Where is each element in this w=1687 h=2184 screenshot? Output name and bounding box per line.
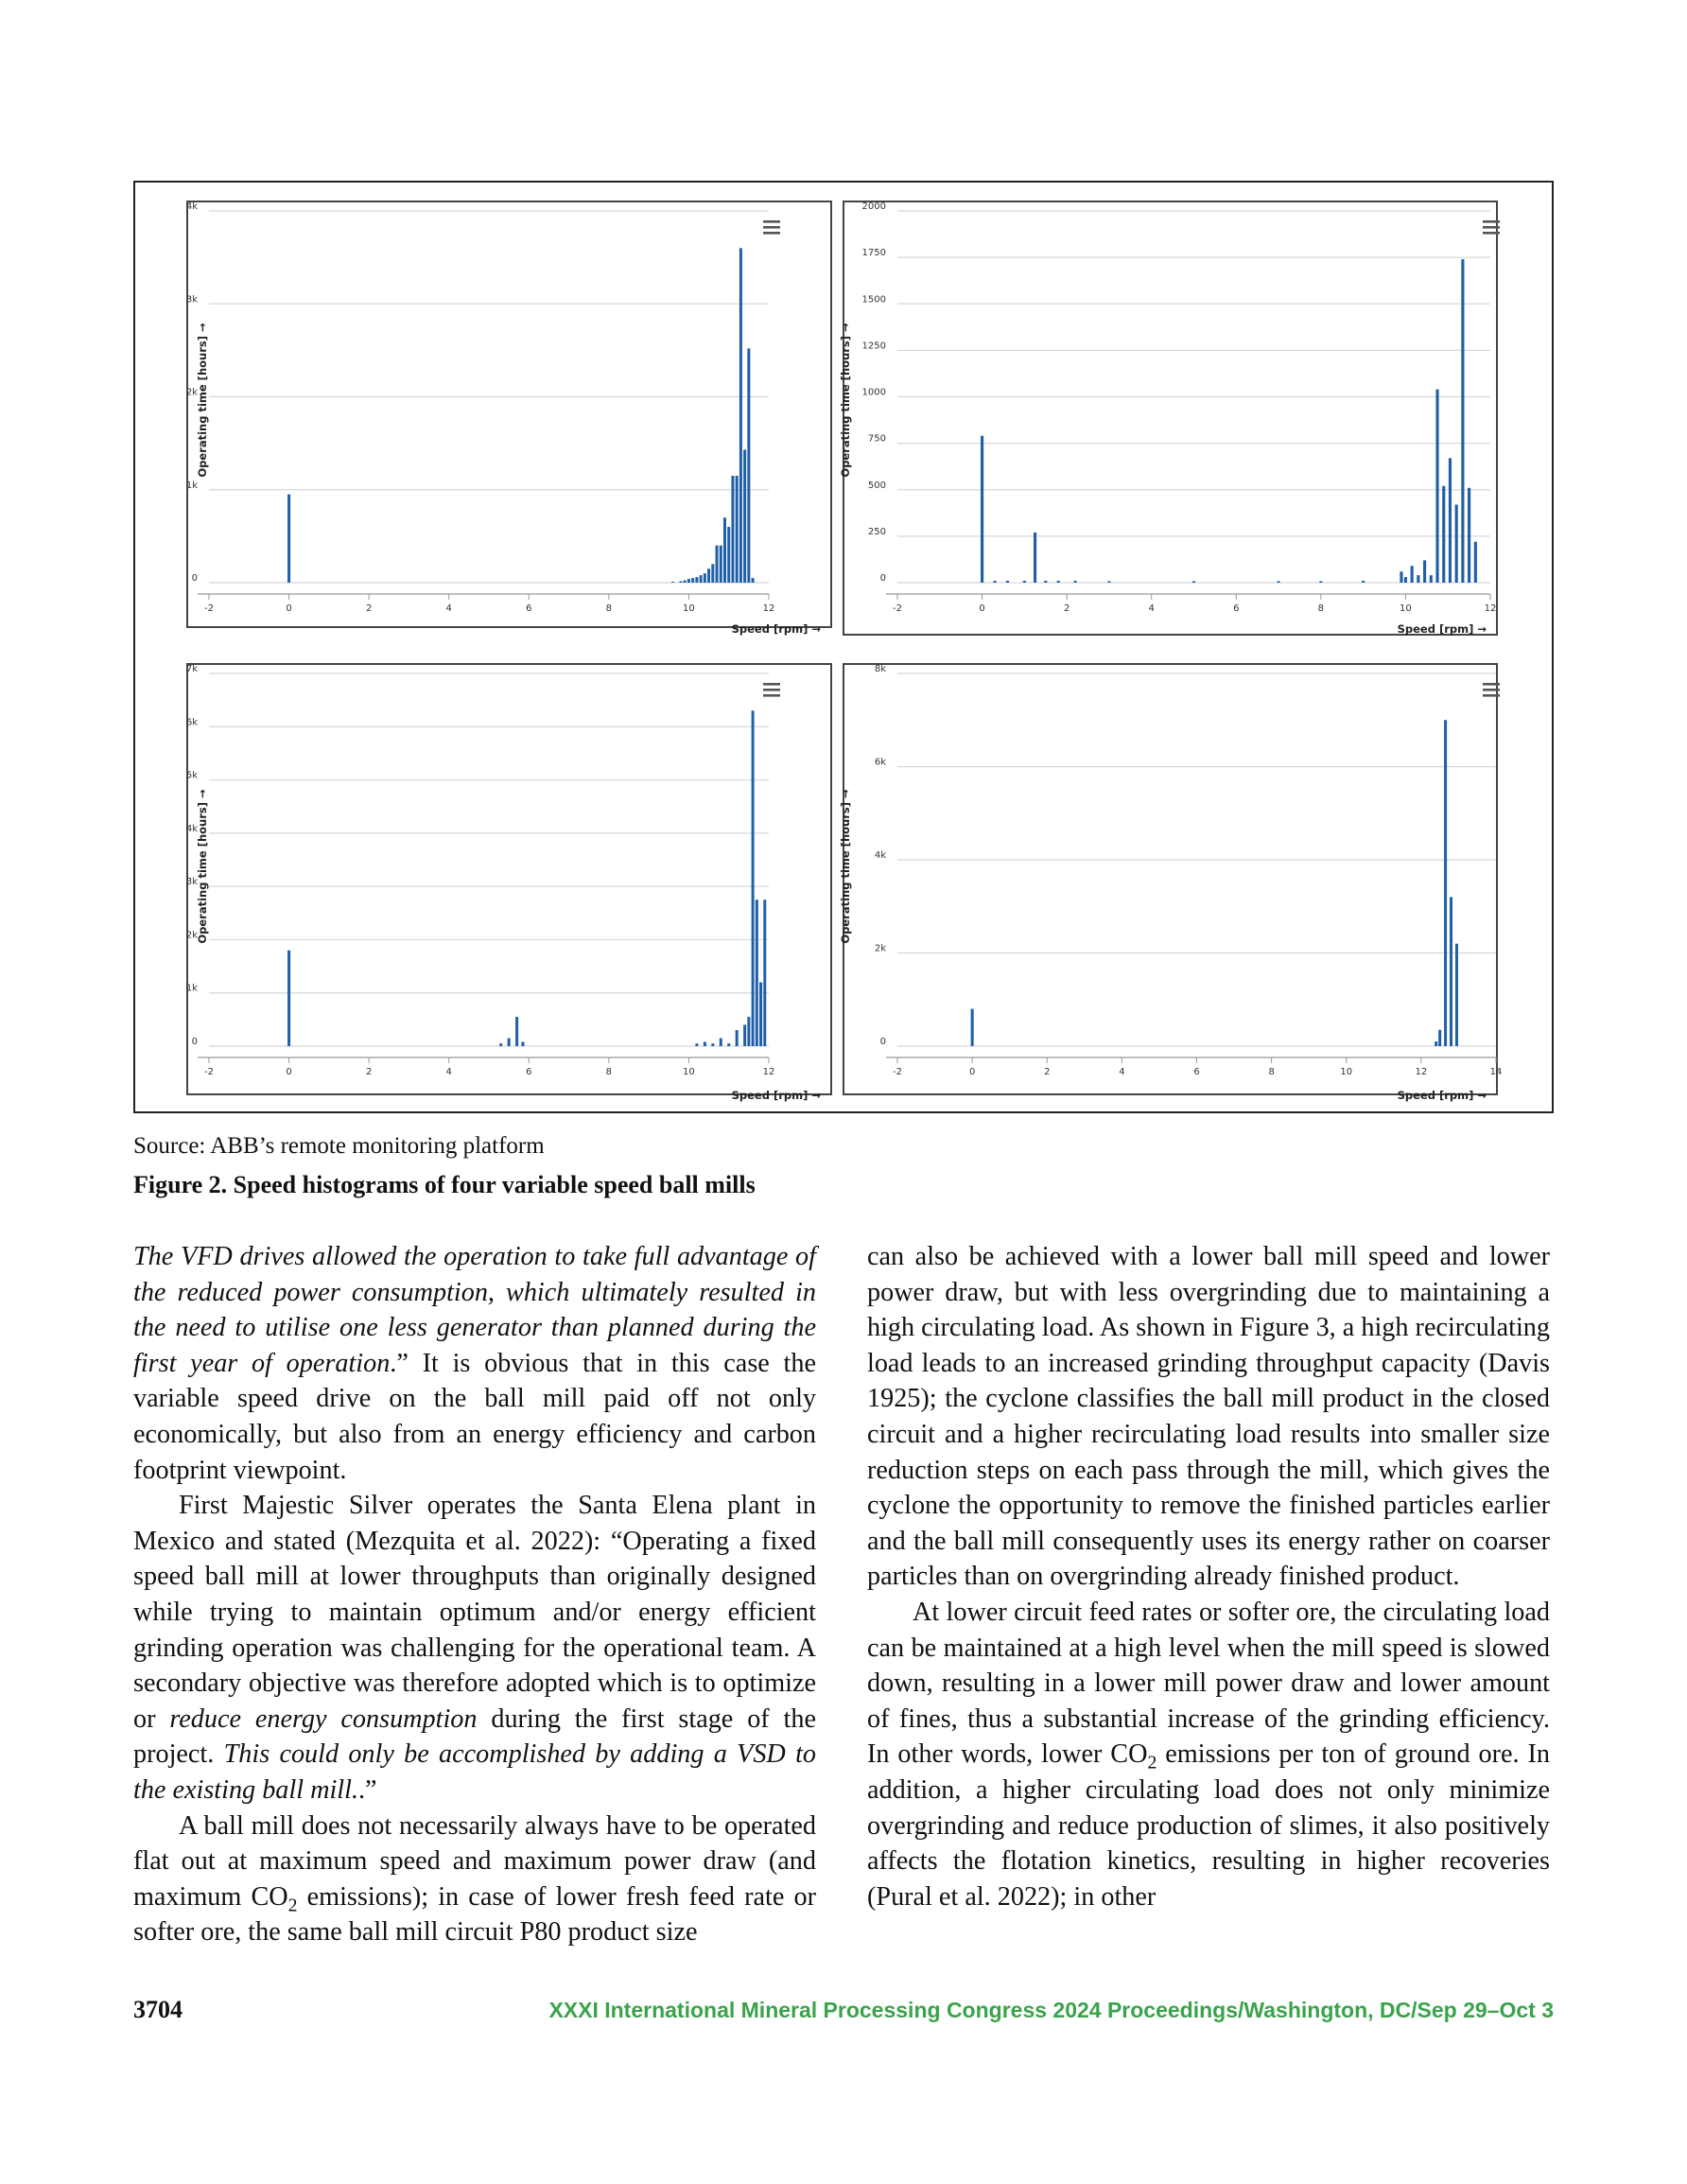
y-axis-label: Operating time [hours] →: [839, 789, 852, 944]
histogram-bar: [971, 1009, 974, 1046]
histogram-bar: [720, 546, 722, 583]
histogram-bar: [521, 1041, 524, 1046]
histogram-bar: [1057, 581, 1060, 583]
y-tick-label: 5k: [185, 770, 198, 781]
histogram-bar: [1461, 259, 1464, 583]
x-tick-label: 4: [1148, 603, 1155, 614]
histogram-panel: [839, 664, 1502, 1102]
histogram-bar: [759, 982, 762, 1046]
x-tick-label: 10: [1340, 1067, 1353, 1077]
histogram-bar: [716, 546, 719, 583]
text-run: .”: [358, 1774, 377, 1805]
x-axis-label: Speed [rpm] →: [1397, 622, 1487, 636]
histogram-bar: [1435, 1041, 1437, 1046]
histogram-bar: [739, 248, 742, 583]
x-tick-label: 6: [526, 1067, 532, 1077]
menu-line: [1483, 226, 1500, 229]
y-tick-label: 7k: [185, 664, 198, 674]
y-tick-label: 750: [867, 433, 886, 445]
y-tick-label: 0: [191, 1037, 198, 1047]
y-axis-label: Operating time [hours] →: [196, 323, 209, 478]
histogram-bar: [747, 348, 750, 583]
menu-line: [763, 694, 780, 697]
x-tick-label: 2: [365, 603, 373, 614]
histogram-bar: [679, 582, 682, 583]
y-tick-label: 3k: [185, 294, 198, 306]
x-tick-label: 8: [1268, 1067, 1275, 1077]
x-tick-label: 8: [605, 603, 613, 614]
histogram-bar: [993, 581, 996, 583]
y-tick-label: 8k: [874, 664, 886, 674]
histogram-bar: [1192, 581, 1195, 583]
menu-line: [1483, 683, 1500, 686]
text-run: can also be achieved with a lower ball mill speed and lower power draw, but with less overgrinding due to maintaining a high circulating load. As shown in Figure 3, a high recirculating load leads to an increased grinding throughput capacity (Davis 1925); the cyclone classifies the ball mill product in the closed circuit and a higher recirculating load results into smaller size reduction steps on each pass through the mill, which gives the cyclone the opportunity to remove the finished particles earlier and the ball mill consequently uses its energy rather on coarser particles than on overgrinding already finished product.: [867, 1242, 1550, 1592]
x-tick-label: -2: [204, 1067, 214, 1077]
panel-border: [187, 664, 831, 1094]
x-tick-label: 10: [1400, 603, 1412, 614]
histogram-bar: [508, 1039, 511, 1046]
text-run: The VFD drives allowed the operation to take full advantage of the reduced power consumption, which ultimately resulted in the need to utilise one less generator than planned during the first year of operation: [133, 1242, 816, 1378]
text-run: reduce energy consumption: [169, 1704, 478, 1734]
histogram-bar: [1423, 560, 1426, 583]
y-tick-label: 6k: [185, 717, 198, 728]
histogram-bar: [1006, 581, 1009, 583]
x-tick-label: -2: [893, 1067, 902, 1077]
x-tick-label: 12: [762, 603, 775, 614]
x-tick-label: -2: [893, 603, 902, 614]
panel-border: [187, 201, 831, 627]
histogram-bar: [1417, 575, 1419, 583]
page-footer: [133, 1996, 1554, 2034]
histogram-bar: [752, 710, 755, 1046]
histogram-bar: [684, 581, 687, 583]
paragraph: [133, 1488, 816, 1808]
histogram-bar: [671, 582, 674, 583]
x-tick-label: 12: [762, 1067, 775, 1077]
histogram-bar: [727, 527, 730, 583]
speed-histogram-grid: [135, 183, 1552, 1111]
menu-line: [1483, 694, 1500, 697]
histogram-bar: [1468, 488, 1470, 583]
text-run: 2: [1147, 1752, 1157, 1773]
text-run: .” It is obvious that in this case the variable speed drive on the ball mill paid off not only economically, but also from an energy efficiency and carbon footprint viewpoint.: [133, 1348, 816, 1485]
menu-line: [763, 220, 780, 223]
figure-caption: Figure 2. Speed histograms of four variable speed ball mills: [133, 1171, 756, 1198]
x-tick-label: 2: [1044, 1067, 1051, 1077]
histogram-bar: [1438, 1030, 1441, 1046]
x-tick-label: 8: [1317, 603, 1325, 614]
histogram-bar: [981, 436, 983, 583]
figure-source: Source: ABB’s remote monitoring platform: [133, 1133, 545, 1159]
histogram-bar: [700, 575, 703, 583]
y-tick-label: 1250: [861, 341, 886, 352]
menu-line: [1483, 689, 1500, 691]
y-tick-label: 0: [879, 573, 886, 584]
histogram-bar: [727, 1043, 730, 1046]
histogram-bar: [1034, 533, 1036, 583]
hamburger-menu-icon[interactable]: [763, 683, 780, 697]
y-tick-label: 1000: [861, 387, 886, 398]
y-tick-label: 2k: [185, 387, 198, 398]
histogram-bar: [1450, 897, 1452, 1046]
x-axis-label: Speed [rpm] →: [731, 622, 821, 636]
histogram-bar: [763, 900, 766, 1046]
histogram-bar: [720, 1039, 722, 1046]
histogram-bar: [1449, 458, 1452, 583]
text-run: A ball mill does not necessarily always have to be operated flat out at maximum speed and maximum power draw (and maximum CO: [133, 1810, 816, 1912]
x-tick-label: 0: [968, 1067, 976, 1077]
histogram-bar: [1107, 581, 1110, 583]
x-tick-label: 12: [1415, 1067, 1428, 1077]
y-tick-label: 6k: [874, 757, 886, 768]
paragraph: [867, 1595, 1550, 1914]
hamburger-menu-icon[interactable]: [763, 220, 780, 235]
x-tick-label: 8: [605, 1067, 613, 1077]
x-tick-label: 4: [445, 1067, 452, 1077]
x-tick-label: 2: [365, 1067, 373, 1077]
histogram-bar: [695, 1043, 698, 1046]
x-tick-label: 4: [1119, 1067, 1125, 1077]
text-run: emissions); in case of lower fresh feed rate or softer ore, the same ball mill circuit P80 product size: [133, 1881, 816, 1948]
y-tick-label: 4k: [874, 850, 886, 861]
y-tick-label: 1750: [861, 248, 886, 259]
y-tick-label: 250: [867, 526, 886, 537]
paragraph: [133, 1808, 816, 1950]
histogram-bar: [711, 564, 714, 583]
left-column: [133, 1239, 816, 1950]
x-axis-label: Speed [rpm] →: [731, 1089, 821, 1102]
histogram-bar: [1411, 566, 1414, 583]
histogram-bar: [723, 517, 726, 583]
page-number: 3704: [133, 1996, 183, 2023]
histogram-bar: [1455, 504, 1458, 583]
y-tick-label: 1k: [185, 480, 198, 491]
histogram-bar: [287, 951, 290, 1046]
y-axis-label: Operating time [hours] →: [839, 323, 852, 478]
menu-line: [763, 226, 780, 229]
text-run: emissions per ton of ground ore. In addition, a higher circulating load does not only minimize overgrinding and reduce production of slimes, it also positively affects the flotation kinetics, resulting in higher recoveries (Pural et al. 2022); in other: [867, 1739, 1550, 1912]
histogram-bar: [756, 900, 758, 1046]
panel-border: [844, 664, 1497, 1094]
x-tick-label: 4: [445, 603, 452, 614]
text-run: during the first stage of the project.: [133, 1704, 816, 1770]
histogram-bar: [743, 450, 746, 583]
histogram-bar: [1362, 581, 1365, 583]
histogram-bar: [1430, 575, 1433, 583]
menu-line: [763, 683, 780, 686]
histogram-bar: [747, 1017, 750, 1046]
y-tick-label: 3k: [185, 877, 198, 888]
histogram-bar: [1455, 944, 1458, 1046]
histogram-bar: [691, 578, 694, 583]
conference-title: XXXI International Mineral Processing Congress 2024 Proceedings/Washington, DC/Sep 29–Oct 3: [548, 1998, 1554, 2022]
figure-frame: [133, 181, 1554, 1113]
text-run: At lower circuit feed rates or softer ore, the circulating load can be maintained at a high level when the mill speed is slowed down, resulting in a lower mill power draw and lower amount of fines, thus a substantial increase of the grinding efficiency. In other words, lower CO: [867, 1597, 1550, 1770]
panel-border: [844, 201, 1497, 635]
text-run: First Majestic Silver operates the Santa Elena plant in Mexico and stated (Mezquita et al. 2022): “Operating a fixed speed ball mill at lower throughputs than originally designed while trying to maintain optimum and/or energy efficient grinding operation was challenging for the operational team. A secondary objective was therefore adopted which is to optimize or: [133, 1491, 816, 1734]
y-tick-label: 2000: [861, 201, 886, 212]
x-tick-label: 6: [1233, 603, 1240, 614]
x-tick-label: 6: [526, 603, 532, 614]
histogram-panel: [186, 664, 831, 1102]
histogram-bar: [704, 1041, 706, 1046]
x-tick-label: 0: [286, 603, 292, 614]
histogram-bar: [687, 579, 690, 583]
menu-line: [1483, 232, 1500, 235]
x-tick-label: 0: [979, 603, 985, 614]
histogram-bar: [707, 568, 710, 583]
x-tick-label: 6: [1193, 1067, 1200, 1077]
text-run: This could only be accomplished by adding a VSD to the existing ball mill.: [133, 1739, 816, 1805]
histogram-bar: [1474, 542, 1477, 583]
histogram-bar: [711, 1043, 714, 1046]
x-tick-label: 14: [1489, 1067, 1503, 1077]
x-tick-label: 2: [1063, 603, 1070, 614]
x-axis-label: Speed [rpm] →: [1397, 1089, 1487, 1102]
y-tick-label: 0: [191, 573, 198, 584]
histogram-bar: [752, 578, 755, 583]
text-run: 2: [287, 1895, 298, 1916]
histogram-bar: [704, 573, 706, 583]
y-tick-label: 0: [879, 1037, 886, 1047]
hamburger-menu-icon[interactable]: [1483, 220, 1500, 235]
x-tick-label: -2: [204, 603, 214, 614]
y-tick-label: 2k: [185, 930, 198, 941]
histogram-bar: [1400, 571, 1402, 583]
y-tick-label: 1k: [185, 983, 198, 994]
histogram-bar: [1023, 581, 1026, 583]
hamburger-menu-icon[interactable]: [1483, 683, 1500, 697]
histogram-bar: [1044, 581, 1047, 583]
y-tick-label: 1500: [861, 294, 886, 306]
histogram-bar: [499, 1043, 502, 1046]
histogram-bar: [1319, 581, 1322, 583]
menu-line: [1483, 220, 1500, 223]
histogram-bar: [736, 476, 739, 583]
histogram-bar: [731, 476, 734, 583]
x-tick-label: 10: [683, 603, 695, 614]
y-tick-label: 2k: [874, 943, 886, 954]
x-tick-label: 0: [286, 1067, 292, 1077]
histogram-bar: [1278, 581, 1280, 583]
menu-line: [763, 689, 780, 691]
x-tick-label: 12: [1484, 603, 1497, 614]
histogram-bar: [695, 577, 698, 583]
paragraph: [133, 1239, 816, 1488]
histogram-panel: [186, 201, 831, 636]
histogram-bar: [1074, 581, 1077, 583]
y-tick-label: 500: [867, 480, 886, 491]
y-tick-label: 4k: [185, 201, 198, 212]
histogram-bar: [1444, 720, 1447, 1046]
y-tick-label: 4k: [185, 823, 198, 834]
menu-line: [763, 232, 780, 235]
y-axis-label: Operating time [hours] →: [196, 789, 209, 944]
x-tick-label: 10: [683, 1067, 695, 1077]
histogram-bar: [1404, 577, 1407, 583]
histogram-bar: [736, 1030, 739, 1046]
histogram-bar: [287, 495, 290, 583]
histogram-panel: [839, 201, 1500, 636]
right-column: [867, 1239, 1550, 1914]
histogram-bar: [743, 1024, 746, 1046]
histogram-bar: [1435, 390, 1438, 583]
histogram-bar: [1442, 486, 1445, 583]
paragraph: [867, 1239, 1550, 1595]
histogram-bar: [515, 1017, 518, 1046]
